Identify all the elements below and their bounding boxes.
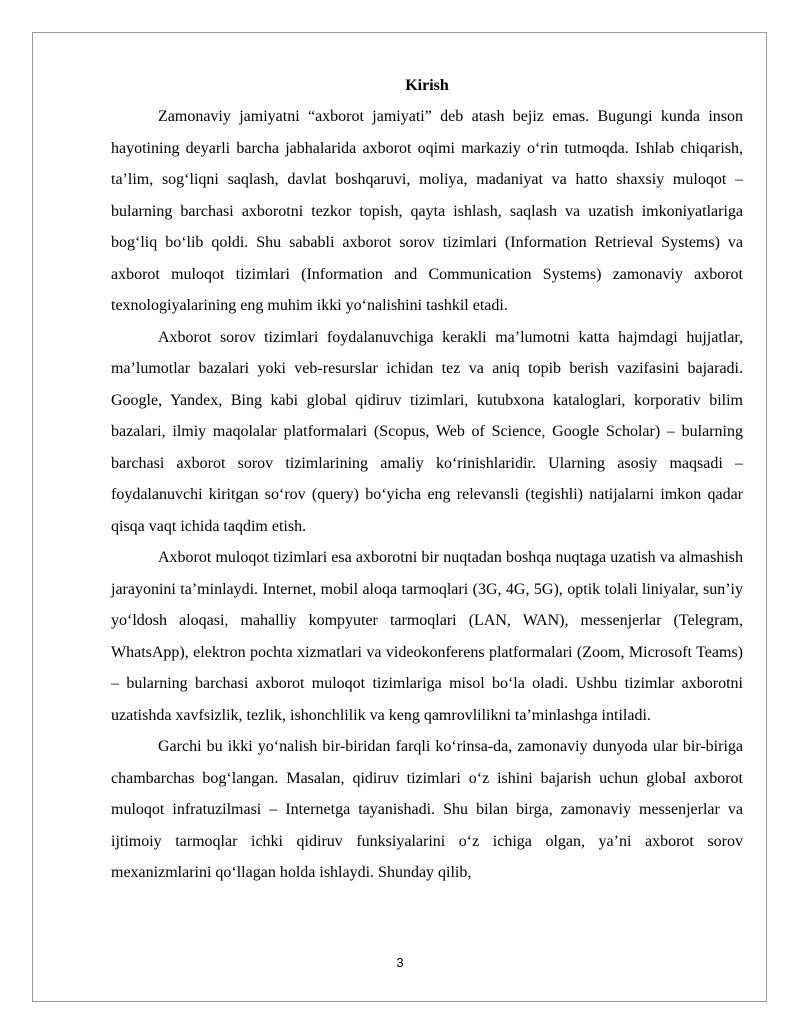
paragraph-1: Zamonaviy jamiyatni “axborot jamiyati” deb atash bejiz emas. Bugungi kunda inson hayotining deyarli barcha jabhalarida axborot oqimi markaziy o‘rin tutmoqda. Ishlab chiqarish, ta’lim, sog‘liqni saqlash, davlat boshqaruvi, moliya, madaniyat va hatto shaxsiy muloqot – bularning barchasi axborotni tezkor topish, qayta ishlash, saqlash va uzatish imkoniyatlariga bog‘liq bo‘lib qoldi. Shu sababli axborot sorov tizimlari (Information Retrieval Systems) va axborot muloqot tizimlari (Information and Communication Systems) zamonaviy axborot texnologiyalarining eng muhim ikki yo‘nalishini tashkil etadi. xyxy=(111,108,743,314)
section-title: Kirish xyxy=(405,77,449,94)
paragraph-3: Axborot muloqot tizimlari esa axborotni bir nuqtadan boshqa nuqtaga uzatish va almashish jarayonini ta’minlaydi. Internet, mobil aloqa tarmoqlari (3G, 4G, 5G), optik tolali liniyalar, sun’iy yo‘ldosh aloqasi, mahalliy kompyuter tarmoqlari (LAN, WAN), messenjerlar (Telegram, WhatsApp), elektron pochta xizmatlari va videokonferens platformalari (Zoom, Microsoft Teams) – bularning barchasi axborot muloqot tizimlariga misol bo‘la oladi. Ushbu tizimlar axborotni uzatishda xavfsizlik, tezlik, ishonchlilik va keng qamrovlilikni ta’minlashga intiladi. xyxy=(111,549,743,724)
paragraph-4: Garchi bu ikki yo‘nalish bir-biridan farqli ko‘rinsa-da, zamonaviy dunyoda ular bir-biriga chambarchas bog‘langan. Masalan, qidiruv tizimlari o‘z ishini bajarish uchun global axborot muloqot infratuzilmasi – Internetga tayanishadi. Shu bilan birga, zamonaviy messenjerlar va ijtimoiy tarmoqlar ichki qidiruv funksiyalarini o‘z ichiga olgan, ya’ni axborot sorov mexanizmlarini qo‘llagan holda ishlaydi. Shunday qilib, xyxy=(111,738,743,881)
page-number: 3 xyxy=(396,955,404,970)
paragraph-2: Axborot sorov tizimlari foydalanuvchiga kerakli ma’lumotni katta hajmdagi hujjatlar, ma’lumotlar bazalari yoki veb-resurslar ichidan tez va aniq topib berish vazifasini bajaradi. Google, Yandex, Bing kabi global qidiruv tizimlari, kutubxona kataloglari, korporativ bilim bazalari, ilmiy maqolalar platformalari (Scopus, Web of Science, Google Scholar) – bularning barchasi axborot sorov tizimlarining amaliy ko‘rinishlaridir. Ularning asosiy maqsadi – foydalanuvchi kiritgan so‘rov (query) bo‘yicha eng relevansli (tegishli) natijalarni imkon qadar qisqa vaqt ichida taqdim etish. xyxy=(111,328,743,535)
document-body xyxy=(111,70,743,889)
